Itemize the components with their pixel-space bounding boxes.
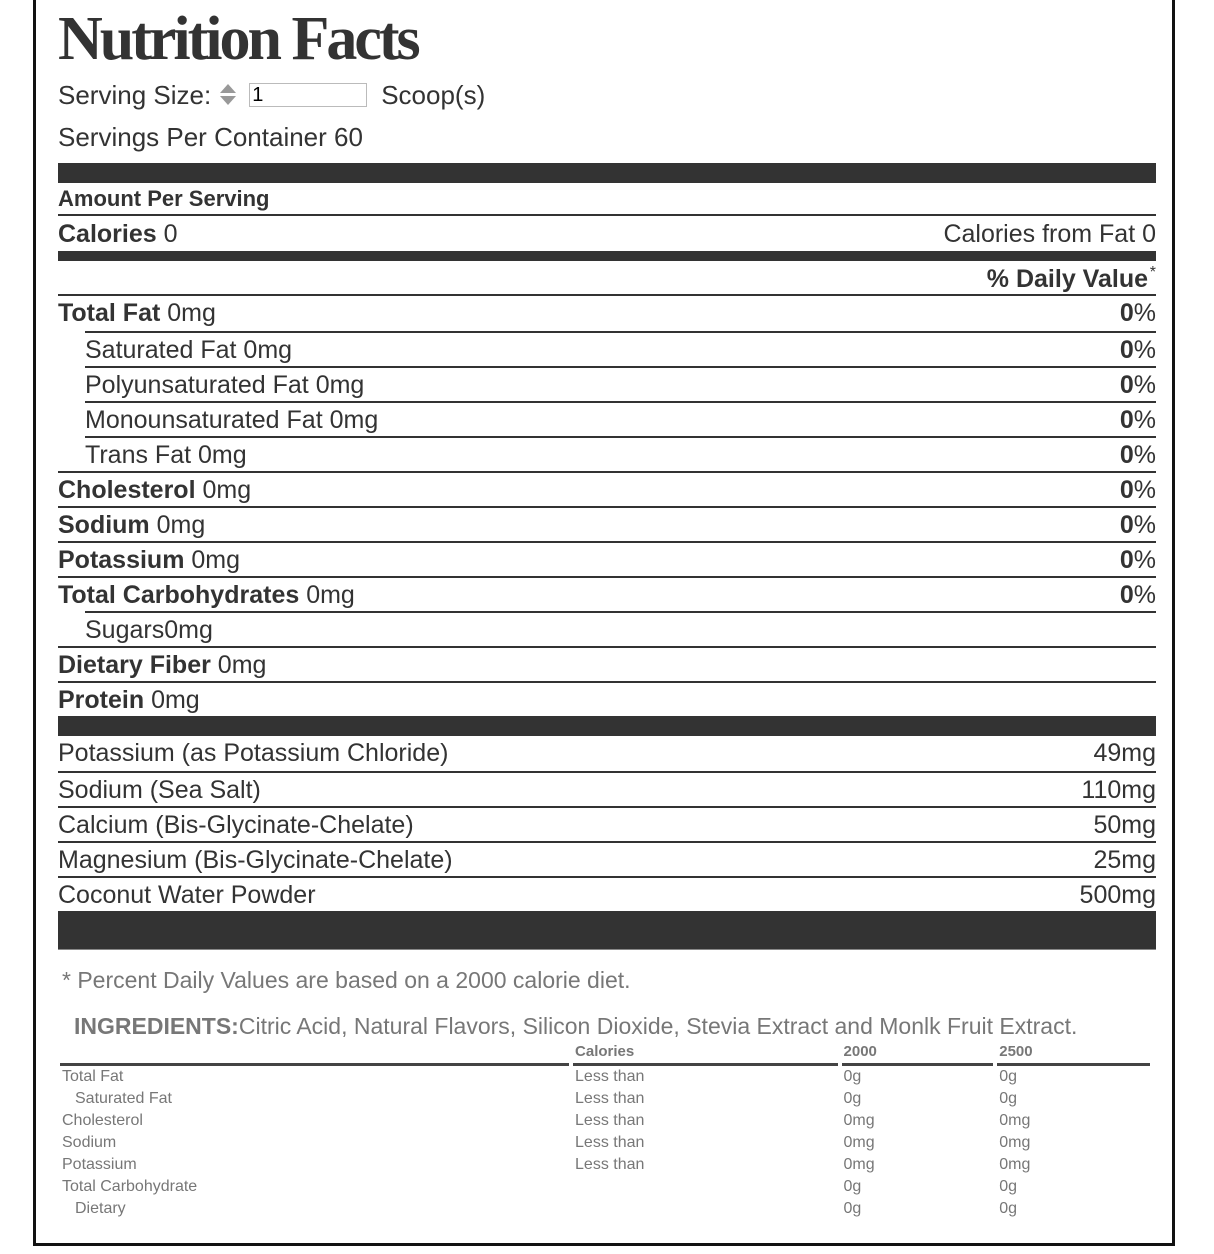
nutrient-name: Total Fat	[58, 299, 161, 327]
table-header: Calories	[573, 1041, 838, 1066]
nutrient-label	[58, 508, 205, 541]
nutrient-amount: 0mg	[322, 406, 379, 434]
nutrient-amount: 0mg	[164, 616, 213, 644]
supplement-list	[58, 736, 1156, 911]
nutrient-row	[58, 681, 1156, 716]
table-row	[60, 1176, 1150, 1198]
serving-size-label: Serving Size:	[58, 80, 212, 110]
nutrient-list	[58, 296, 1156, 716]
table-row	[60, 1132, 1150, 1154]
supplement-name: Calcium (Bis-Glycinate-Chelate)	[58, 811, 414, 839]
daily-value-percent-sign: %	[1133, 511, 1156, 539]
daily-value-header-label: % Daily Value	[986, 265, 1148, 293]
serving-size-spinner-icon[interactable]	[219, 83, 237, 107]
medium-divider	[58, 251, 1156, 261]
daily-value-number: 0	[1119, 406, 1134, 434]
nutrient-row	[58, 576, 1156, 611]
table-cell-c2000: 0g	[843, 1178, 862, 1195]
table-cell-name: Total Carbohydrate	[62, 1178, 198, 1195]
servings-per-container: Servings Per Container 60	[58, 122, 363, 152]
nutrient-label	[58, 543, 240, 576]
nutrient-label	[85, 368, 364, 401]
daily-value-number: 0	[1119, 299, 1134, 327]
nutrient-name: Monounsaturated Fat	[85, 406, 323, 434]
nutrient-name: Trans Fat	[85, 441, 192, 469]
table-row	[60, 1088, 1150, 1110]
daily-value-percent-sign: %	[1133, 581, 1156, 609]
supplement-amount: 50mg	[1093, 811, 1156, 839]
nutrient-amount: 0mg	[184, 546, 241, 574]
nutrition-label	[33, 0, 1175, 1246]
calories-value: 0	[156, 220, 178, 248]
calories-label: Calories	[58, 220, 157, 248]
spinner-down-icon[interactable]	[220, 96, 236, 105]
table-cell-name: Potassium	[62, 1156, 137, 1173]
daily-value-number: 0	[1119, 511, 1134, 539]
nutrient-amount: 0mg	[236, 336, 293, 364]
nutrient-daily-value	[1120, 578, 1156, 611]
table-cell-c2500: 0g	[999, 1200, 1018, 1217]
nutrient-name: Polyunsaturated Fat	[85, 371, 309, 399]
calories-from-fat: Calories from Fat 0	[943, 220, 1156, 248]
supplement-row	[58, 771, 1156, 806]
label-title: Nutrition Facts	[58, 5, 418, 73]
table-cell-name: Saturated Fat	[75, 1090, 172, 1107]
nutrient-amount: 0mg	[210, 651, 267, 679]
daily-value-percent-sign: %	[1133, 371, 1156, 399]
supplement-amount: 110mg	[1081, 776, 1156, 804]
supplement-row	[58, 876, 1156, 911]
supplement-amount: 25mg	[1093, 846, 1156, 874]
supplement-row	[58, 806, 1156, 841]
table-cell-c2500: 0g	[999, 1178, 1018, 1195]
nutrient-name: Dietary Fiber	[58, 651, 211, 679]
nutrient-daily-value	[1120, 296, 1156, 331]
nutrient-label	[85, 333, 292, 366]
daily-value-reference-table	[56, 1041, 1154, 1220]
daily-value-number: 0	[1119, 581, 1134, 609]
table-cell-c2000: 0g	[843, 1090, 862, 1107]
nutrient-label	[85, 613, 213, 646]
table-cell-qualifier: Less than	[575, 1156, 645, 1173]
daily-value-percent-sign: %	[1133, 299, 1156, 327]
nutrient-name: Total Carbohydrates	[58, 581, 300, 609]
daily-value-header	[58, 261, 1156, 296]
nutrient-daily-value	[1120, 403, 1156, 436]
nutrient-daily-value	[1120, 473, 1156, 506]
spinner-up-icon[interactable]	[220, 84, 236, 93]
nutrient-label	[58, 296, 216, 331]
nutrient-name: Saturated Fat	[85, 336, 237, 364]
nutrient-daily-value	[1120, 438, 1156, 471]
supplement-amount: 500mg	[1079, 881, 1156, 909]
table-cell-c2000: 0g	[843, 1068, 862, 1085]
nutrient-daily-value	[1120, 368, 1156, 401]
nutrient-label	[58, 648, 266, 681]
table-row	[60, 1198, 1150, 1220]
nutrient-row	[58, 471, 1156, 506]
nutrient-label	[85, 403, 378, 436]
nutrient-daily-value	[1120, 508, 1156, 541]
supplement-row	[58, 841, 1156, 876]
nutrient-name: Protein	[58, 686, 145, 714]
nutrient-label	[85, 438, 247, 471]
table-cell-c2500: 0mg	[999, 1156, 1031, 1173]
nutrient-row	[85, 366, 1156, 401]
ingredients	[74, 1011, 1156, 1041]
table-cell-name: Dietary	[75, 1200, 126, 1217]
nutrient-label	[58, 473, 251, 506]
nutrient-row	[58, 646, 1156, 681]
table-cell-name: Cholesterol	[62, 1112, 143, 1129]
supplement-name: Sodium (Sea Salt)	[58, 776, 261, 804]
table-header: 2000	[842, 1041, 994, 1066]
bottom-divider	[58, 911, 1156, 950]
table-row	[60, 1110, 1150, 1132]
nutrient-daily-value	[1120, 333, 1156, 366]
daily-value-percent-sign: %	[1133, 441, 1156, 469]
daily-value-percent-sign: %	[1133, 406, 1156, 434]
supplement-name: Magnesium (Bis-Glycinate-Chelate)	[58, 846, 453, 874]
table-cell-qualifier: Less than	[575, 1134, 645, 1151]
nutrient-row	[58, 541, 1156, 576]
nutrient-name: Cholesterol	[58, 476, 196, 504]
table-cell-c2000: 0g	[843, 1200, 862, 1217]
table-cell-name: Total Fat	[62, 1068, 124, 1085]
table-cell-qualifier	[573, 1198, 838, 1220]
nutrient-daily-value	[1120, 543, 1156, 576]
daily-value-number: 0	[1119, 476, 1134, 504]
supplement-name: Coconut Water Powder	[58, 881, 316, 909]
serving-size-input[interactable]	[249, 83, 367, 107]
nutrient-row	[85, 331, 1156, 366]
nutrient-amount: 0mg	[144, 686, 200, 714]
table-cell-c2000: 0mg	[843, 1156, 875, 1173]
table-row	[60, 1154, 1150, 1176]
ingredients-text: Citric Acid, Natural Flavors, Silicon Dioxide, Stevia Extract and Monlk Fruit Extract.	[238, 1013, 1078, 1039]
table-header-row	[60, 1041, 1150, 1066]
nutrient-name: Potassium	[58, 546, 185, 574]
table-row	[60, 1066, 1150, 1088]
nutrient-row	[58, 296, 1156, 331]
nutrient-amount: 0mg	[191, 441, 247, 469]
thick-divider	[58, 716, 1156, 736]
daily-value-percent-sign: %	[1133, 476, 1156, 504]
nutrient-label	[58, 683, 200, 716]
nutrient-row	[85, 436, 1156, 471]
daily-value-asterisk: *	[1149, 264, 1156, 281]
serving-size-unit: Scoop(s)	[381, 80, 486, 110]
table-cell-c2000: 0mg	[843, 1112, 875, 1129]
daily-value-footnote: * Percent Daily Values are based on a 2000 calorie diet.	[62, 967, 631, 993]
table-cell-c2500: 0g	[999, 1068, 1018, 1085]
nutrient-amount: 0mg	[160, 299, 216, 327]
table-cell-c2500: 0mg	[999, 1134, 1031, 1151]
thick-divider	[58, 163, 1156, 183]
table-cell-c2500: 0g	[999, 1090, 1018, 1107]
table-body	[60, 1066, 1150, 1220]
nutrient-amount: 0mg	[299, 581, 355, 609]
table-cell-c2500: 0mg	[999, 1112, 1031, 1129]
nutrition-label-content	[58, 0, 1156, 1217]
daily-value-number: 0	[1119, 546, 1134, 574]
nutrient-amount: 0mg	[149, 511, 206, 539]
nutrient-name: Sodium	[58, 511, 150, 539]
table-cell-c2000: 0mg	[843, 1134, 875, 1151]
nutrient-amount: 0mg	[308, 371, 365, 399]
nutrient-row	[85, 611, 1156, 646]
serving-size-row	[58, 74, 1156, 116]
table-cell-qualifier: Less than	[575, 1112, 645, 1129]
calories	[58, 216, 178, 251]
nutrient-amount: 0mg	[195, 476, 252, 504]
nutrient-row	[85, 401, 1156, 436]
ingredients-label: INGREDIENTS:	[74, 1013, 239, 1039]
table-header	[60, 1041, 569, 1066]
table-cell-name: Sodium	[62, 1134, 117, 1151]
amount-per-serving: Amount Per Serving	[58, 183, 1156, 216]
supplement-amount: 49mg	[1093, 739, 1156, 767]
nutrient-label	[58, 578, 355, 611]
daily-value-percent-sign: %	[1133, 336, 1156, 364]
table-cell-qualifier	[573, 1176, 838, 1198]
daily-value-number: 0	[1119, 336, 1134, 364]
nutrient-row	[58, 506, 1156, 541]
nutrient-name: Sugars	[85, 616, 165, 644]
calories-row	[58, 216, 1156, 251]
table-cell-qualifier: Less than	[575, 1068, 645, 1085]
supplement-name: Potassium (as Potassium Chloride)	[58, 739, 449, 767]
table-cell-qualifier: Less than	[575, 1090, 645, 1107]
daily-value-number: 0	[1119, 441, 1134, 469]
table-header: 2500	[997, 1041, 1150, 1066]
daily-value-percent-sign: %	[1133, 546, 1156, 574]
daily-value-number: 0	[1119, 371, 1134, 399]
supplement-row	[58, 736, 1156, 771]
